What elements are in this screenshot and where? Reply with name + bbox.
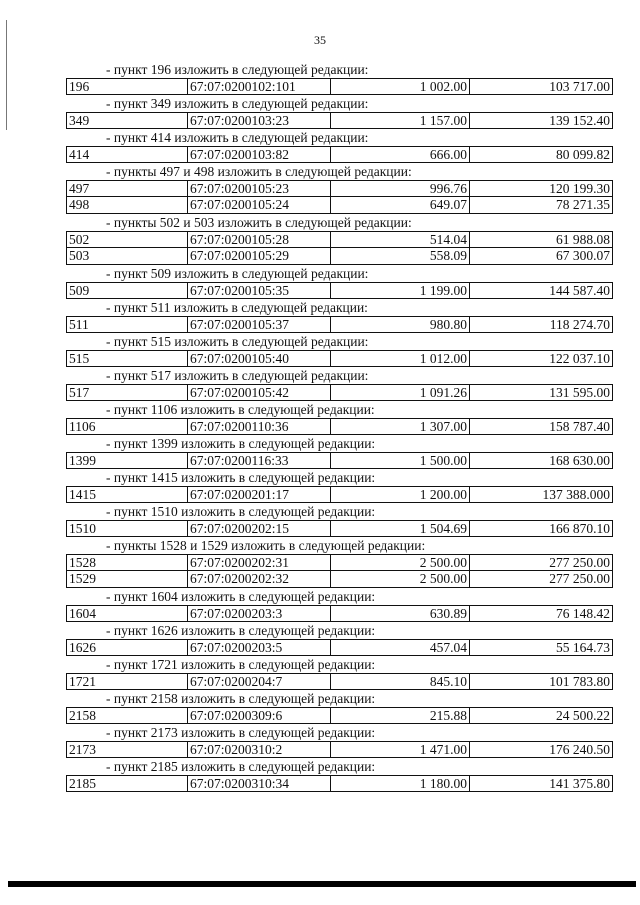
amendment-heading: - пункт 1626 изложить в следующей редакции:: [106, 623, 376, 638]
area-cell: 514.04: [331, 231, 470, 248]
item-number-cell: 515: [66, 350, 188, 367]
item-number-cell: 1721: [66, 673, 188, 690]
amendment-heading: - пункт 515 изложить в следующей редакции:: [106, 334, 369, 349]
area-cell: 1 307.00: [331, 418, 470, 435]
amendment-section: [0, 503, 640, 537]
table-row: [0, 775, 640, 792]
cadastral-number-cell: 67:07:0200105:23: [188, 180, 331, 197]
table-row: [0, 78, 640, 95]
amendment-section: [0, 61, 640, 95]
area-cell: 2 500.00: [331, 554, 470, 571]
amendment-heading: - пункт 509 изложить в следующей редакции:: [106, 266, 369, 281]
amendment-section: [0, 469, 640, 503]
item-number-cell: 1415: [66, 486, 188, 503]
area-cell: 1 180.00: [331, 775, 470, 792]
item-number-cell: 498: [66, 197, 188, 214]
cadastral-number-cell: 67:07:0200105:42: [188, 384, 331, 401]
area-cell: 2 500.00: [331, 571, 470, 588]
cadastral-value-cell: 67 300.07: [470, 248, 613, 265]
amendment-section: [0, 214, 640, 265]
area-cell: 1 002.00: [331, 78, 470, 95]
amendment-section: [0, 299, 640, 333]
cadastral-number-cell: 67:07:0200203:3: [188, 605, 331, 622]
area-cell: 1 200.00: [331, 486, 470, 503]
table-row: [0, 571, 640, 588]
item-number-cell: 2173: [66, 741, 188, 758]
table-row: [0, 384, 640, 401]
item-number-cell: 414: [66, 146, 188, 163]
item-number-cell: 503: [66, 248, 188, 265]
item-number-cell: 1626: [66, 639, 188, 656]
amendment-heading: - пункты 1528 и 1529 изложить в следующей редакции:: [106, 538, 426, 553]
cadastral-value-cell: 103 717.00: [470, 78, 613, 95]
cadastral-number-cell: 67:07:0200105:24: [188, 197, 331, 214]
amendment-section: [0, 758, 640, 792]
table-row: [0, 248, 640, 265]
cadastral-number-cell: 67:07:0200102:101: [188, 78, 331, 95]
item-number-cell: 2158: [66, 707, 188, 724]
area-cell: 1 012.00: [331, 350, 470, 367]
amendment-section: [0, 129, 640, 163]
cadastral-value-cell: 277 250.00: [470, 571, 613, 588]
amendment-heading: - пункт 1415 изложить в следующей редакции:: [106, 470, 376, 485]
amendment-heading: - пункт 1604 изложить в следующей редакции:: [106, 589, 376, 604]
amendment-section: [0, 656, 640, 690]
cadastral-value-cell: 118 274.70: [470, 316, 613, 333]
item-number-cell: 2185: [66, 775, 188, 792]
cadastral-value-cell: 24 500.22: [470, 707, 613, 724]
cadastral-number-cell: 67:07:0200105:35: [188, 282, 331, 299]
table-row: [0, 554, 640, 571]
cadastral-value-cell: 144 587.40: [470, 282, 613, 299]
amendment-heading: - пункт 1510 изложить в следующей редакции:: [106, 504, 376, 519]
area-cell: 1 504.69: [331, 520, 470, 537]
cadastral-value-cell: 101 783.80: [470, 673, 613, 690]
cadastral-number-cell: 67:07:0200105:29: [188, 248, 331, 265]
amendment-heading: - пункт 414 изложить в следующей редакции:: [106, 130, 369, 145]
cadastral-value-cell: 141 375.80: [470, 775, 613, 792]
item-number-cell: 502: [66, 231, 188, 248]
table-row: [0, 707, 640, 724]
cadastral-number-cell: 67:07:0200103:82: [188, 146, 331, 163]
item-number-cell: 497: [66, 180, 188, 197]
cadastral-value-cell: 168 630.00: [470, 452, 613, 469]
table-row: [0, 452, 640, 469]
item-number-cell: 1106: [66, 418, 188, 435]
item-number-cell: 511: [66, 316, 188, 333]
cadastral-number-cell: 67:07:0200110:36: [188, 418, 331, 435]
amendment-heading: - пункт 1721 изложить в следующей редакции:: [106, 657, 376, 672]
table-row: [0, 282, 640, 299]
item-number-cell: 1399: [66, 452, 188, 469]
cadastral-number-cell: 67:07:0200310:34: [188, 775, 331, 792]
area-cell: 666.00: [331, 146, 470, 163]
table-row: [0, 112, 640, 129]
amendment-heading: - пункт 517 изложить в следующей редакции:: [106, 368, 369, 383]
cadastral-number-cell: 67:07:0200105:28: [188, 231, 331, 248]
table-row: [0, 520, 640, 537]
area-cell: 1 199.00: [331, 282, 470, 299]
cadastral-value-cell: 131 595.00: [470, 384, 613, 401]
amendments-list: [0, 61, 640, 792]
amendment-section: [0, 690, 640, 724]
cadastral-value-cell: 139 152.40: [470, 112, 613, 129]
item-number-cell: 509: [66, 282, 188, 299]
area-cell: 215.88: [331, 707, 470, 724]
amendment-section: [0, 401, 640, 435]
amendment-section: [0, 163, 640, 214]
cadastral-number-cell: 67:07:0200201:17: [188, 486, 331, 503]
amendment-section: [0, 537, 640, 588]
item-number-cell: 196: [66, 78, 188, 95]
cadastral-number-cell: 67:07:0200202:31: [188, 554, 331, 571]
cadastral-value-cell: 122 037.10: [470, 350, 613, 367]
cadastral-number-cell: 67:07:0200202:32: [188, 571, 331, 588]
cadastral-value-cell: 78 271.35: [470, 197, 613, 214]
area-cell: 630.89: [331, 605, 470, 622]
cadastral-number-cell: 67:07:0200103:23: [188, 112, 331, 129]
area-cell: 457.04: [331, 639, 470, 656]
cadastral-number-cell: 67:07:0200310:2: [188, 741, 331, 758]
item-number-cell: 1528: [66, 554, 188, 571]
table-row: [0, 350, 640, 367]
cadastral-number-cell: 67:07:0200309:6: [188, 707, 331, 724]
amendment-section: [0, 622, 640, 656]
item-number-cell: 1529: [66, 571, 188, 588]
table-row: [0, 673, 640, 690]
amendment-heading: - пункты 497 и 498 изложить в следующей редакции:: [106, 164, 412, 179]
table-row: [0, 418, 640, 435]
amendment-heading: - пункт 1399 изложить в следующей редакции:: [106, 436, 376, 451]
amendment-heading: - пункт 196 изложить в следующей редакции:: [106, 62, 369, 77]
cadastral-number-cell: 67:07:0200105:40: [188, 350, 331, 367]
area-cell: 649.07: [331, 197, 470, 214]
amendment-heading: - пункт 1106 изложить в следующей редакции:: [106, 402, 375, 417]
area-cell: 996.76: [331, 180, 470, 197]
cadastral-value-cell: 76 148.42: [470, 605, 613, 622]
table-row: [0, 231, 640, 248]
amendment-section: [0, 333, 640, 367]
area-cell: 558.09: [331, 248, 470, 265]
table-row: [0, 197, 640, 214]
cadastral-number-cell: 67:07:0200203:5: [188, 639, 331, 656]
cadastral-value-cell: 277 250.00: [470, 554, 613, 571]
item-number-cell: 517: [66, 384, 188, 401]
amendment-heading: - пункт 2173 изложить в следующей редакции:: [106, 725, 376, 740]
table-row: [0, 180, 640, 197]
amendment-heading: - пункт 511 изложить в следующей редакции:: [106, 300, 368, 315]
cadastral-value-cell: 80 099.82: [470, 146, 613, 163]
table-row: [0, 146, 640, 163]
area-cell: 845.10: [331, 673, 470, 690]
amendment-section: [0, 265, 640, 299]
page-number: 35: [314, 33, 326, 47]
amendment-section: [0, 367, 640, 401]
cadastral-number-cell: 67:07:0200105:37: [188, 316, 331, 333]
cadastral-value-cell: 176 240.50: [470, 741, 613, 758]
item-number-cell: 349: [66, 112, 188, 129]
area-cell: 1 157.00: [331, 112, 470, 129]
cadastral-number-cell: 67:07:0200116:33: [188, 452, 331, 469]
table-row: [0, 639, 640, 656]
cadastral-value-cell: 61 988.08: [470, 231, 613, 248]
table-row: [0, 316, 640, 333]
amendment-section: [0, 588, 640, 622]
area-cell: 1 471.00: [331, 741, 470, 758]
amendment-section: [0, 435, 640, 469]
amendment-section: [0, 95, 640, 129]
area-cell: 1 091.26: [331, 384, 470, 401]
item-number-cell: 1510: [66, 520, 188, 537]
cadastral-value-cell: 120 199.30: [470, 180, 613, 197]
area-cell: 1 500.00: [331, 452, 470, 469]
cadastral-number-cell: 67:07:0200202:15: [188, 520, 331, 537]
table-row: [0, 741, 640, 758]
table-row: [0, 486, 640, 503]
amendment-heading: - пункт 2185 изложить в следующей редакции:: [106, 759, 376, 774]
scan-bottom-border: [8, 881, 636, 887]
amendment-heading: - пункт 349 изложить в следующей редакции:: [106, 96, 369, 111]
amendment-heading: - пункты 502 и 503 изложить в следующей редакции:: [106, 215, 412, 230]
amendment-section: [0, 724, 640, 758]
table-row: [0, 605, 640, 622]
item-number-cell: 1604: [66, 605, 188, 622]
cadastral-value-cell: 158 787.40: [470, 418, 613, 435]
cadastral-value-cell: 55 164.73: [470, 639, 613, 656]
cadastral-value-cell: 166 870.10: [470, 520, 613, 537]
cadastral-value-cell: 137 388.000: [470, 486, 613, 503]
amendment-heading: - пункт 2158 изложить в следующей редакции:: [106, 691, 376, 706]
area-cell: 980.80: [331, 316, 470, 333]
cadastral-number-cell: 67:07:0200204:7: [188, 673, 331, 690]
